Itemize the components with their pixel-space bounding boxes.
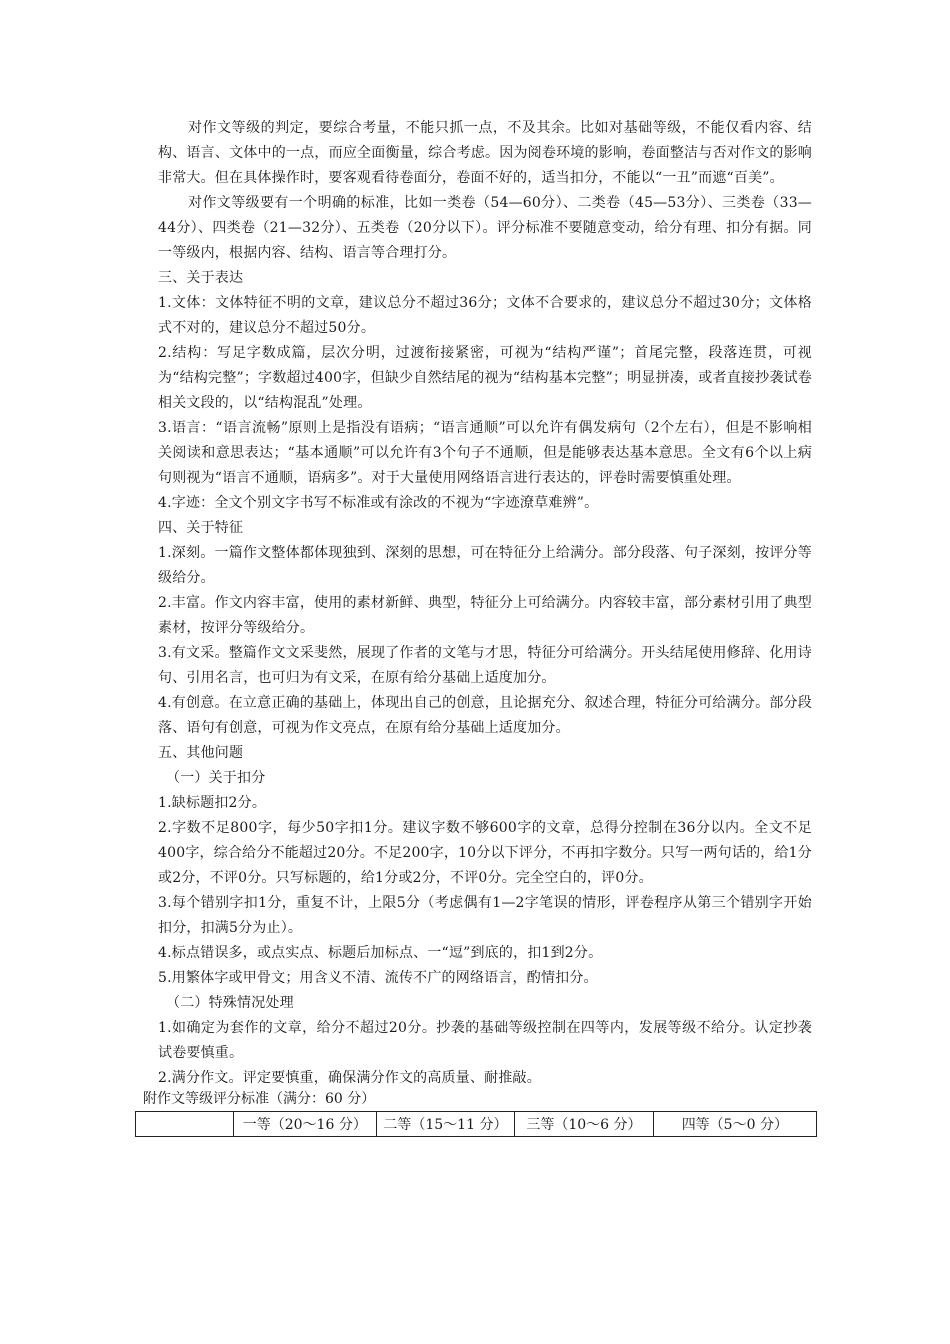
table-header-row (136, 1112, 817, 1137)
paragraph: 1.深刻。一篇作文整体都体现独到、深刻的思想，可在特征分上给满分。部分段落、句子深刻，按评分等级给分。 (158, 545, 812, 586)
paragraph: 五、其他问题 (158, 745, 244, 761)
paragraph: （二）特殊情况处理 (166, 995, 294, 1011)
paragraph: 对作文等级要有一个明确的标准，比如一类卷（54—60分）、二类卷（45—53分）、三类卷（33—44分）、四类卷（21—32分）、五类卷（20分以下）。评分标准不要随意变动，给分有理、扣分有据。同一等级内，根据内容、结构、语言等合理打分。 (158, 195, 812, 261)
paragraph: 1.如确定为套作的文章，给分不超过20分。抄袭的基础等级控制在四等内，发展等级不给分。认定抄袭试卷要慎重。 (158, 1020, 812, 1061)
paragraph: 4.字迹：全文个别文字书写不标准或有涂改的不视为“字迹潦草难辨”。 (158, 495, 599, 511)
paragraph: 2.丰富。作文内容丰富，使用的素材新鲜、典型，特征分上可给满分。内容较丰富，部分素材引用了典型素材，按评分等级给分。 (158, 595, 812, 636)
paragraph: 3.有文采。整篇作文文采斐然，展现了作者的文笔与才思，特征分可给满分。开头结尾使用修辞、化用诗句、引用名言，也可归为有文采，在原有给分基础上适度加分。 (158, 645, 812, 686)
paragraph: 3.每个错别字扣1分，重复不计，上限5分（考虑偶有1—2字笔误的情形，评卷程序从第三个错别字开始扣分，扣满5分为止）。 (158, 895, 812, 936)
document-body (158, 116, 812, 1091)
paragraph: 1.文体：文体特征不明的文章，建议总分不超过36分；文体不合要求的，建议总分不超过30分；文体格式不对的，建议总分不超过50分。 (158, 295, 812, 336)
paragraph: 2.字数不足800字，每少50字扣1分。建议字数不够600字的文章，总得分控制在36分以内。全文不足400字，综合给分不能超过20分。不足200字，10分以下评分，不再扣字数分。只写一两句话的，给1分或2分，不评0分。只写标题的，给1分或2分，不评0分。完全空白的，评0分。 (158, 820, 812, 886)
paragraph: 5.用繁体字或甲骨文；用含义不清、流传不广的网络语言，酌情扣分。 (158, 970, 598, 986)
paragraph: 4.标点错误多，或点实点、标题后加标点、一“逗”到底的，扣1到2分。 (158, 945, 603, 961)
table-header-cell: 三等（10～6 分） (515, 1112, 653, 1137)
paragraph: （一）关于扣分 (166, 770, 266, 786)
table-header-cell: 四等（5～0 分） (653, 1112, 816, 1137)
table-header-cell: 二等（15～11 分） (376, 1112, 515, 1137)
paragraph: 1.缺标题扣2分。 (158, 795, 267, 811)
paragraph: 4.有创意。在立意正确的基础上，体现出自己的创意，且论据充分、叙述合理，特征分可给满分。部分段落、语句有创意，可视为作文亮点，在原有给分基础上适度加分。 (158, 695, 812, 736)
paragraph: 对作文等级的判定，要综合考量，不能只抓一点，不及其余。比如对基础等级，不能仅看内容、结构、语言、文体中的一点，而应全面衡量，综合考虑。因为阅卷环境的影响，卷面整洁与否对作文的影响非常大。但在具体操作时，要客观看待卷面分，卷面不好的，适当扣分，不能以“一丑”而遮“百美”。 (158, 120, 812, 186)
paragraph: 三、关于表达 (158, 270, 244, 286)
paragraph: 四、关于特征 (158, 520, 244, 536)
paragraph: 3.语言：“语言流畅”原则上是指没有语病；“语言通顺”可以允许有偶发病句（2个左右），但是不影响相关阅读和意思表达；“基本通顺”可以允许有3个句子不通顺，但是能够表达基本意思。全文有6个以上病句则视为“语言不通顺，语病多”。对于大量使用网络语言进行表达的，评卷时需要慎重处理。 (158, 420, 812, 486)
table-caption: 附作文等级评分标准（满分：60 分） (143, 1091, 376, 1107)
table-header-cell: 一等（20～16 分） (234, 1112, 377, 1137)
paragraph: 2.结构：写足字数成篇，层次分明，过渡衔接紧密，可视为“结构严谨”；首尾完整，段落连贯，可视为“结构完整”；字数超过400字，但缺少自然结尾的视为“结构基本完整”；明显拼凑，或者直接抄袭试卷相关文段的，以“结构混乱”处理。 (158, 345, 812, 411)
paragraph: 2.满分作文。评定要慎重，确保满分作文的高质量、耐推敲。 (158, 1070, 541, 1086)
grading-table (135, 1111, 817, 1137)
table-header-cell (136, 1112, 234, 1137)
